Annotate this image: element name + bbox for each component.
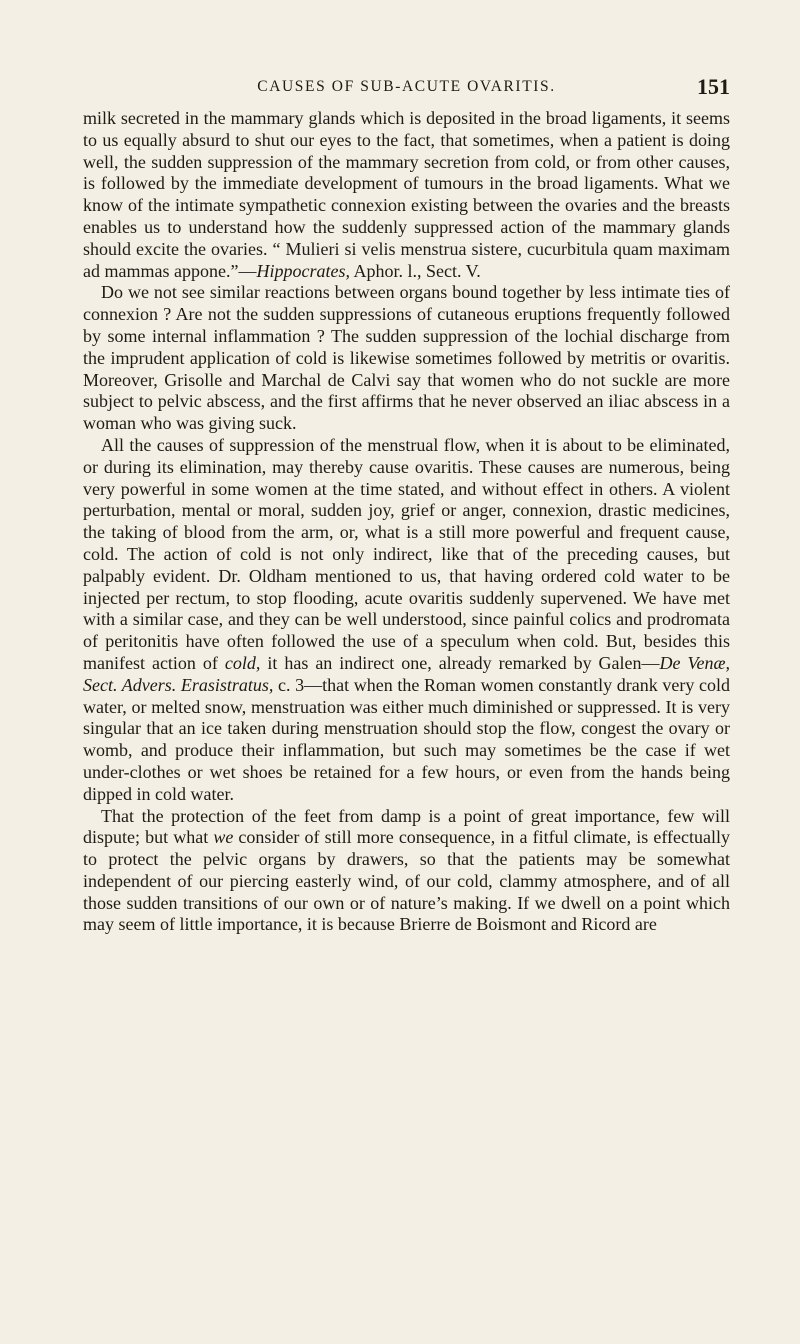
running-head: CAUSES OF SUB-ACUTE OVARITIS. [257,78,556,95]
text-run: consider of still more consequence, in a fitful climate, is effectually to protect the pelvic organs by drawers, so that the patients may be somewhat independent of our piercing easterly wind, of our cold, clammy atmosphere, and of all those sudden transitions of our own or of nature’s making. If we dwell on a point which may seem of little importance, it is because Brierre de Boismont and Ricord are [83,827,730,935]
text-run: Do we not see similar reactions between organs bound together by less intimate ties of connexion ? Are not the sudden suppressions of cutaneous eruptions frequently followed by some internal inflammation ? The sudden suppression of the lochial discharge from the imprudent application of cold is likewise sometimes followed by metritis or ovaritis. Moreover, Grisolle and Marchal de Calvi say that women who do not suckle are more subject to pelvic abscess, and the first affirms that he never observed an iliac abscess in a woman who was giving suck. [83,282,730,434]
italic-text: Hippocrates, [256,260,350,281]
body-text [83,108,730,936]
page-header [83,74,730,100]
text-run: c. 3—that when the Roman women constantly drank very cold water, or melted snow, menstruation was either much diminished or suppressed. It is very singular that an ice taken during menstruation should stop the flow, congest the ovary or womb, and produce their inflammation, but such may sometimes be the case if wet under-clothes or wet shoes be retained for a few hours, or even from the hands being dipped in cold water. [83,674,730,804]
italic-text: we [213,827,234,848]
italic-text: De Venæ, Sect. Advers. Erasistratus, [83,652,730,695]
text-run: All the causes of suppression of the menstrual flow, when it is about to be eliminated, or during its elimination, may thereby cause ovaritis. These causes are numerous, being very powerful in some women at the time stated, and without effect in others. A violent perturbation, mental or moral, sudden joy, grief or anger, connexion, drastic medicines, the taking of blood from the arm, or, what is a still more powerful and frequent cause, cold. The action of cold is not only indirect, like that of the preceding causes, but palpably evident. Dr. Oldham mentioned to us, that having ordered cold water to be injected per rectum, to stop flooding, acute ovaritis suddenly supervened. We have met with a similar case, and they can be well understood, since painful colics and prodromata of peritonitis have often followed the use of a speculum when cold. But, besides this manifest action of [83,434,730,673]
text-run: Aphor. l., Sect. V. [349,260,481,281]
text-run: it has an indirect one, already remarked by Galen— [260,652,660,673]
text-run: That the protection of the feet from damp is a point of great importance, few will dispute; but what [83,805,730,848]
paragraph [83,435,730,806]
text-run: milk secreted in the mammary glands which is deposited in the broad ligaments, it seems to us equally absurd to shut our eyes to the fact, that sometimes, when a patient is doing well, the sudden suppression of the mammary secretion from cold, or from other causes, is followed by the immediate development of tumours in the broad ligaments. What we know of the intimate sympathetic connexion existing between the ovaries and the breasts enables us to understand how the suddenly suppressed action of the mammary glands should excite the ovaries. “ Mulieri si velis menstrua sistere, cucurbitula quam maximam ad mammas appone.”— [83,108,730,281]
paragraph [83,282,730,435]
page-number: 151 [697,74,730,99]
paragraph [83,806,730,937]
paragraph [83,108,730,282]
italic-text: cold, [224,652,261,673]
